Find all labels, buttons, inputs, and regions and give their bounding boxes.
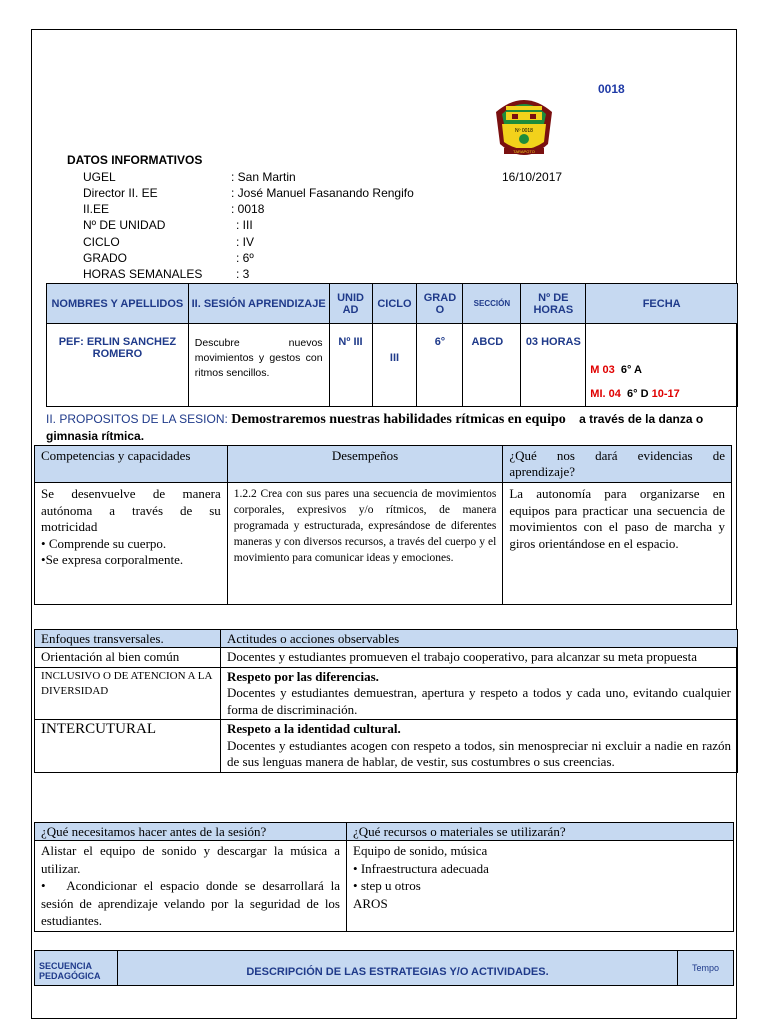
fecha-line-1: M 03 6° A [590,364,642,376]
info-label-iiee: II.EE [83,202,110,216]
comp-header-2: Desempeños [227,446,503,483]
header-horas: Nº DE HORAS [521,284,586,324]
sec-header-2: DESCRIPCIÓN DE LAS ESTRATEGIAS Y/O ACTIVIDADES. [118,951,678,986]
enf-row-2-title: Respeto por las diferencias. [227,668,379,684]
preparacion-table [34,822,734,932]
comp-header-3: ¿Qué nos dará evidencias de aprendizaje? [503,446,732,483]
enf-row-3-title: Respeto a la identidad cultural. [227,721,401,736]
header-ciclo: CICLO [372,284,417,324]
info-value-grado: : 6º [236,251,254,265]
header-fecha: FECHA [586,284,738,324]
propositos-text-a: Demostraremos nuestras habilidades rítmicas en equipo [231,412,566,427]
prep-header-1: ¿Qué necesitamos hacer antes de la sesión? [35,823,347,841]
comp-cell-2: 1.2.2 Crea con sus pares una secuencia de movimientos corporales, expresivos y/o rítmicos, de manera programada y estructurada, expresándose de diferentes maneras y con diversos recursos, a través del cuerpo y el movimiento para comunicar ideas y emociones. [227,483,503,605]
svg-text:Nº 0018: Nº 0018 [515,128,533,134]
info-label-horas: HORAS SEMANALES [83,267,203,281]
info-title: DATOS INFORMATIVOS [67,153,203,167]
enf-header-2: Actitudes o acciones observables [221,630,738,648]
cell-horas: 03 HORAS [521,324,586,407]
cell-nombres: PEF: ERLIN SANCHEZ ROMERO [47,324,189,407]
prep-header-2: ¿Qué recursos o materiales se utilizarán? [347,823,734,841]
comp-header-1: Competencias y capacidades [35,446,228,483]
cell-unidad: Nº III [329,324,372,407]
cell-sesion: Descubre nuevos movimientos y gestos con ritmos sencillos. [188,324,329,407]
prep-bullet-1: • Acondicionar el espacio donde se desarrollará la sesión de aprendizaje velando por la seguridad de los estudiantes. [41,878,340,928]
header-sesion: II. SESIÓN APRENDIZAJE [188,284,329,324]
info-label-ciclo: CICLO [83,235,120,249]
header-unidad: UNID AD [329,284,372,324]
school-logo [492,94,556,164]
header-grado: GRAD O [417,284,463,324]
comp-cell-1: Se desenvuelve de manera autónoma a través de su motricidad • Comprende su cuerpo. •Se expresa corporalmente. [35,483,228,605]
enf-row-2-cell [221,667,738,720]
sec-header-3: Tempo [678,951,734,986]
enf-row-3-enfoque: INTERCUTURAL [35,720,221,773]
info-label-ugel: UGEL [83,170,116,184]
svg-text:TARAPOTO: TARAPOTO [513,149,535,154]
info-label-grado: GRADO [83,251,128,265]
cell-grado: 6° [417,324,463,407]
propositos-text-b: a través de la danza o gimnasia rítmica. [46,412,704,443]
cell-ciclo: III [372,324,417,407]
enf-header-1: Enfoques transversales. [35,630,221,648]
info-value-iiee: : 0018 [231,202,265,216]
comp-bullet-2: •Se expresa corporalmente. [41,552,184,567]
prep-cell-1: Alistar el equipo de sonido y descargar la música a utilizar. • Acondicionar el espacio donde se desarrollará la sesión de aprendizaje velando por la seguridad de los estudiantes. [35,841,347,932]
prep-bullet-3: • step u otros [353,878,421,893]
enfoques-table [34,629,738,773]
comp-bullet-1: • Comprende su cuerpo. [41,535,167,551]
enf-row-2-enfoque: INCLUSIVO O DE ATENCION A LA DIVERSIDAD [35,667,221,720]
session-table [46,283,738,407]
info-label-unidad: Nº DE UNIDAD [83,218,166,232]
info-value-director: : José Manuel Fasanando Rengifo [231,186,414,200]
info-value-horas: : 3 [236,267,250,281]
propositos [46,411,736,444]
info-date: 16/10/2017 [502,170,563,184]
school-code: 0018 [598,82,625,96]
enf-row-1-enfoque: Orientación al bien común [35,648,221,668]
prep-cell-2: Equipo de sonido, música • Infraestructura adecuada • step u otros AROS [347,841,734,932]
info-value-ciclo: : IV [236,235,255,249]
competencias-table [34,445,732,605]
enf-row-1-text: Docentes y estudiantes promueven el trabajo cooperativo, para alcanzar su meta propuesta [221,648,738,668]
comp-cell-3: La autonomía para organizarse en equipos para practicar una secuencia de movimientos con el paso de marcha y giros orientándose en el espacio. [503,483,732,605]
info-label-director: Director II. EE [83,186,158,200]
cell-fecha [586,324,738,407]
secuencia-table [34,950,734,986]
info-value-ugel: : San Martin [231,170,296,184]
header-nombres: NOMBRES Y APELLIDOS [47,284,189,324]
sec-header-1: SECUENCIA PEDAGÓGICA [35,951,118,986]
enf-row-3-text: Docentes y estudiantes acogen con respeto a todos, sin menospreciar ni excluir a nadie en razón de sus lenguas manera de hablar, de vestir, sus costumbres o sus creencias. [227,737,731,769]
header-seccion: SECCIÓN [463,284,521,324]
prep-bullet-2: • Infraestructura adecuada [353,860,489,876]
enf-row-3-cell [221,720,738,773]
enf-row-2-text: Docentes y estudiantes demuestran, apertura y respeto a todos y cada uno, evitando cualquier forma de discriminación. [227,685,731,717]
fecha-line-2: MI. 04 6° D 10-17 [590,388,680,400]
info-value-unidad: : III [236,218,253,232]
cell-seccion: ABCD [463,324,521,407]
propositos-label: II. PROPOSITOS DE LA SESION: [46,412,228,426]
